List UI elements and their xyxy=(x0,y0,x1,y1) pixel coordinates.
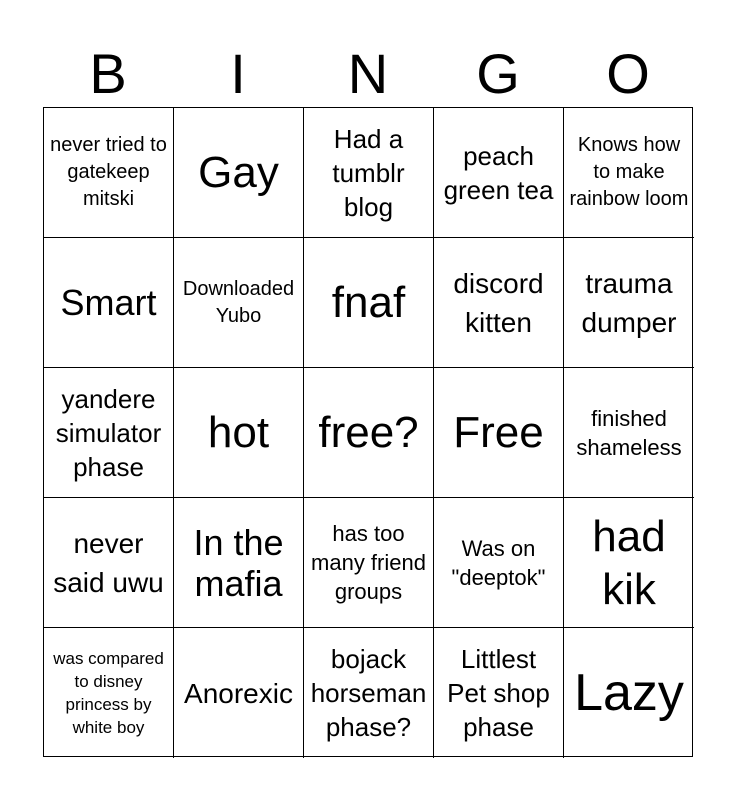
cell-text: bojack horseman phase? xyxy=(310,644,427,742)
bingo-header xyxy=(43,40,693,108)
cell-text: yandere simulator phase xyxy=(55,383,162,482)
cell-text: never said uwu xyxy=(53,527,164,598)
cell-text: Gay xyxy=(198,148,279,197)
bingo-cell[interactable] xyxy=(44,108,174,238)
cell-text: Smart xyxy=(60,282,157,323)
bingo-cell[interactable] xyxy=(564,368,694,498)
bingo-cell[interactable] xyxy=(174,628,304,758)
cell-text: Anorexic xyxy=(184,677,293,709)
bingo-cell[interactable] xyxy=(434,498,564,628)
header-letter-g: G xyxy=(476,42,520,105)
bingo-cell[interactable] xyxy=(434,108,564,238)
bingo-cell[interactable] xyxy=(174,368,304,498)
cell-text: finished shameless xyxy=(576,405,682,460)
cell-text: Was on "deeptok" xyxy=(451,535,546,590)
bingo-cell[interactable] xyxy=(434,628,564,758)
cell-text: Lazy xyxy=(574,664,684,722)
header-letter-i: I xyxy=(230,42,246,105)
bingo-cell[interactable] xyxy=(304,368,434,498)
cell-text: had kik xyxy=(592,511,666,614)
bingo-board xyxy=(43,107,693,757)
bingo-cell[interactable] xyxy=(304,498,434,628)
cell-text: hot xyxy=(207,408,270,457)
header-letter-b: B xyxy=(89,42,127,105)
bingo-cell[interactable] xyxy=(434,238,564,368)
cell-text: has too many friend groups xyxy=(311,521,426,604)
bingo-cell[interactable] xyxy=(174,238,304,368)
cell-text: peach green tea xyxy=(443,140,554,205)
bingo-cell[interactable] xyxy=(44,628,174,758)
cell-text: discord kitten xyxy=(453,267,544,338)
cell-text: never tried to gatekeep mitski xyxy=(50,134,167,210)
bingo-cell[interactable] xyxy=(174,108,304,238)
bingo-cell[interactable] xyxy=(44,498,174,628)
header-letter-n: N xyxy=(347,42,389,105)
bingo-cell[interactable] xyxy=(174,498,304,628)
bingo-cell[interactable] xyxy=(434,368,564,498)
cell-text: Downloaded Yubo xyxy=(182,277,295,327)
cell-text: In the mafia xyxy=(193,521,284,604)
cell-text: trauma dumper xyxy=(581,267,677,338)
cell-text: fnaf xyxy=(331,278,406,327)
bingo-cell[interactable] xyxy=(564,628,694,758)
bingo-cell[interactable] xyxy=(304,628,434,758)
cell-text: Littlest Pet shop phase xyxy=(447,644,550,742)
bingo-cell[interactable] xyxy=(564,238,694,368)
cell-text: Free xyxy=(453,408,544,457)
bingo-cell[interactable] xyxy=(304,108,434,238)
header-letter-o: O xyxy=(606,42,650,105)
cell-text: free? xyxy=(318,408,419,457)
cell-text: Had a tumblr blog xyxy=(332,123,405,222)
bingo-cell[interactable] xyxy=(564,498,694,628)
bingo-cell[interactable] xyxy=(304,238,434,368)
cell-text: Knows how to make rainbow loom xyxy=(569,134,689,210)
cell-text: was compared to disney princess by white boy xyxy=(53,649,164,737)
bingo-cell[interactable] xyxy=(44,238,174,368)
bingo-cell[interactable] xyxy=(44,368,174,498)
bingo-cell[interactable] xyxy=(564,108,694,238)
